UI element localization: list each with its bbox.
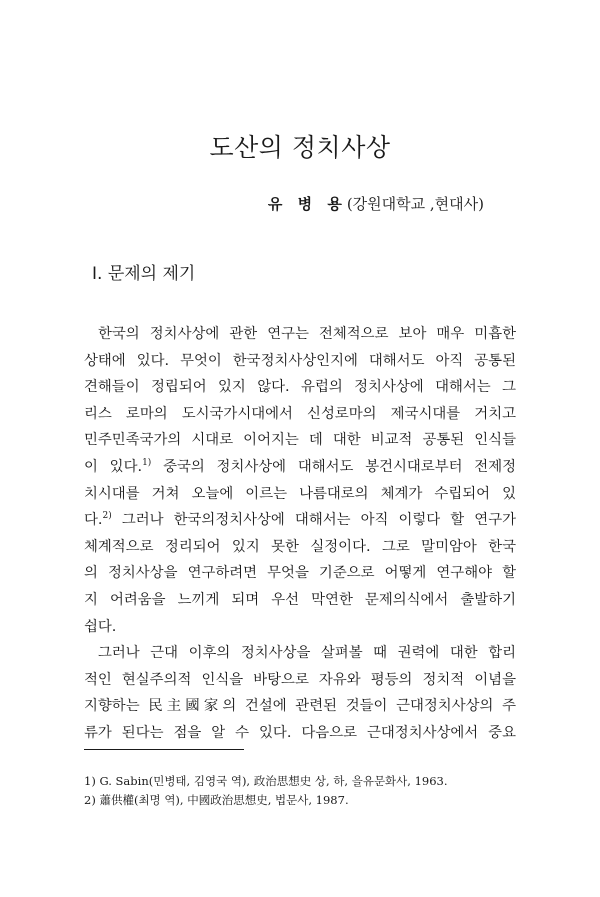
- paragraph-text: 중국의 정치사상에 대해서도 봉건시대로부터 전제정: [151, 458, 516, 475]
- paragraph-text: 다.: [84, 512, 103, 529]
- footnotes: [84, 772, 524, 810]
- section-heading: Ⅰ. 문제의 제기: [92, 264, 196, 284]
- paragraph-line: 지 어려움을 느끼게 되며 우선 막연한 문제의식에서 출발하기: [84, 591, 516, 608]
- paragraph-line: 한국의 정치사상에 관한 연구는 전체적으로 보아 매우 미흡한: [98, 326, 516, 342]
- footnote-1: 1) G. Sabin(민병태, 김영국 역), 政治思想史 상, 하, 을유문화사, 1963.: [84, 774, 448, 788]
- paragraph-line: 류가 된다는 점을 알 수 있다. 다음으로 근대정치사상에서 중요: [84, 724, 516, 741]
- paragraph-text: 이 있다.: [84, 458, 143, 475]
- footnote-ref-1: 1): [142, 457, 152, 468]
- author-name: 유 병 용: [267, 195, 347, 213]
- paragraph-line: 민주민족국가의 시대로 이어지는 데 대한 비교적 공통된 인식들: [84, 432, 516, 449]
- footnote-ref-2: 2): [102, 511, 112, 522]
- paragraph-text: 그러나 한국의정치사상에 대해서는 아직 이렇다 할 연구가: [111, 512, 516, 529]
- paragraph-line: 쉽다.: [84, 618, 117, 635]
- footnote-2: 2) 蕭供權(최명 역), 中國政治思想史, 법문사, 1987.: [84, 793, 349, 807]
- page-title: 도산의 정치사상: [209, 133, 391, 162]
- footnote-divider: [84, 749, 244, 750]
- paragraph-line: 치시대를 거쳐 오늘에 이르는 나름대로의 체계가 수립되어 있: [84, 485, 516, 502]
- paragraph-line: [84, 454, 516, 481]
- body-text: [84, 321, 516, 747]
- paragraph-line: 지향하는 民主國家의 건설에 관련된 것들이 근대정치사상의 주: [84, 698, 516, 715]
- paragraph-line: [84, 507, 516, 534]
- author-affiliation: (강원대학교 ,현대사): [346, 195, 484, 213]
- paragraph-line: 리스 로마의 도시국가시대에서 신성로마의 제국시대를 거치고: [84, 405, 516, 422]
- paragraph-line: 체계적으로 정리되어 있지 못한 실정이다. 그로 말미암아 한국: [84, 538, 516, 555]
- paragraph-line: 의 정치사상을 연구하려면 무엇을 기준으로 어떻게 연구해야 할: [84, 565, 516, 582]
- paragraph-line: 적인 현실주의적 인식을 바탕으로 자유와 평등의 정치적 이념을: [84, 671, 516, 688]
- author-line: [268, 193, 484, 214]
- paragraph-line: 상태에 있다. 무엇이 한국정치사상인지에 대해서도 아직 공통된: [84, 352, 516, 369]
- paragraph-line: 그러나 근대 이후의 정치사상을 살펴볼 때 권력에 대한 합리: [98, 645, 516, 662]
- paragraph-line: 견해들이 정립되어 있지 않다. 유럽의 정치사상에 대해서는 그: [84, 379, 516, 396]
